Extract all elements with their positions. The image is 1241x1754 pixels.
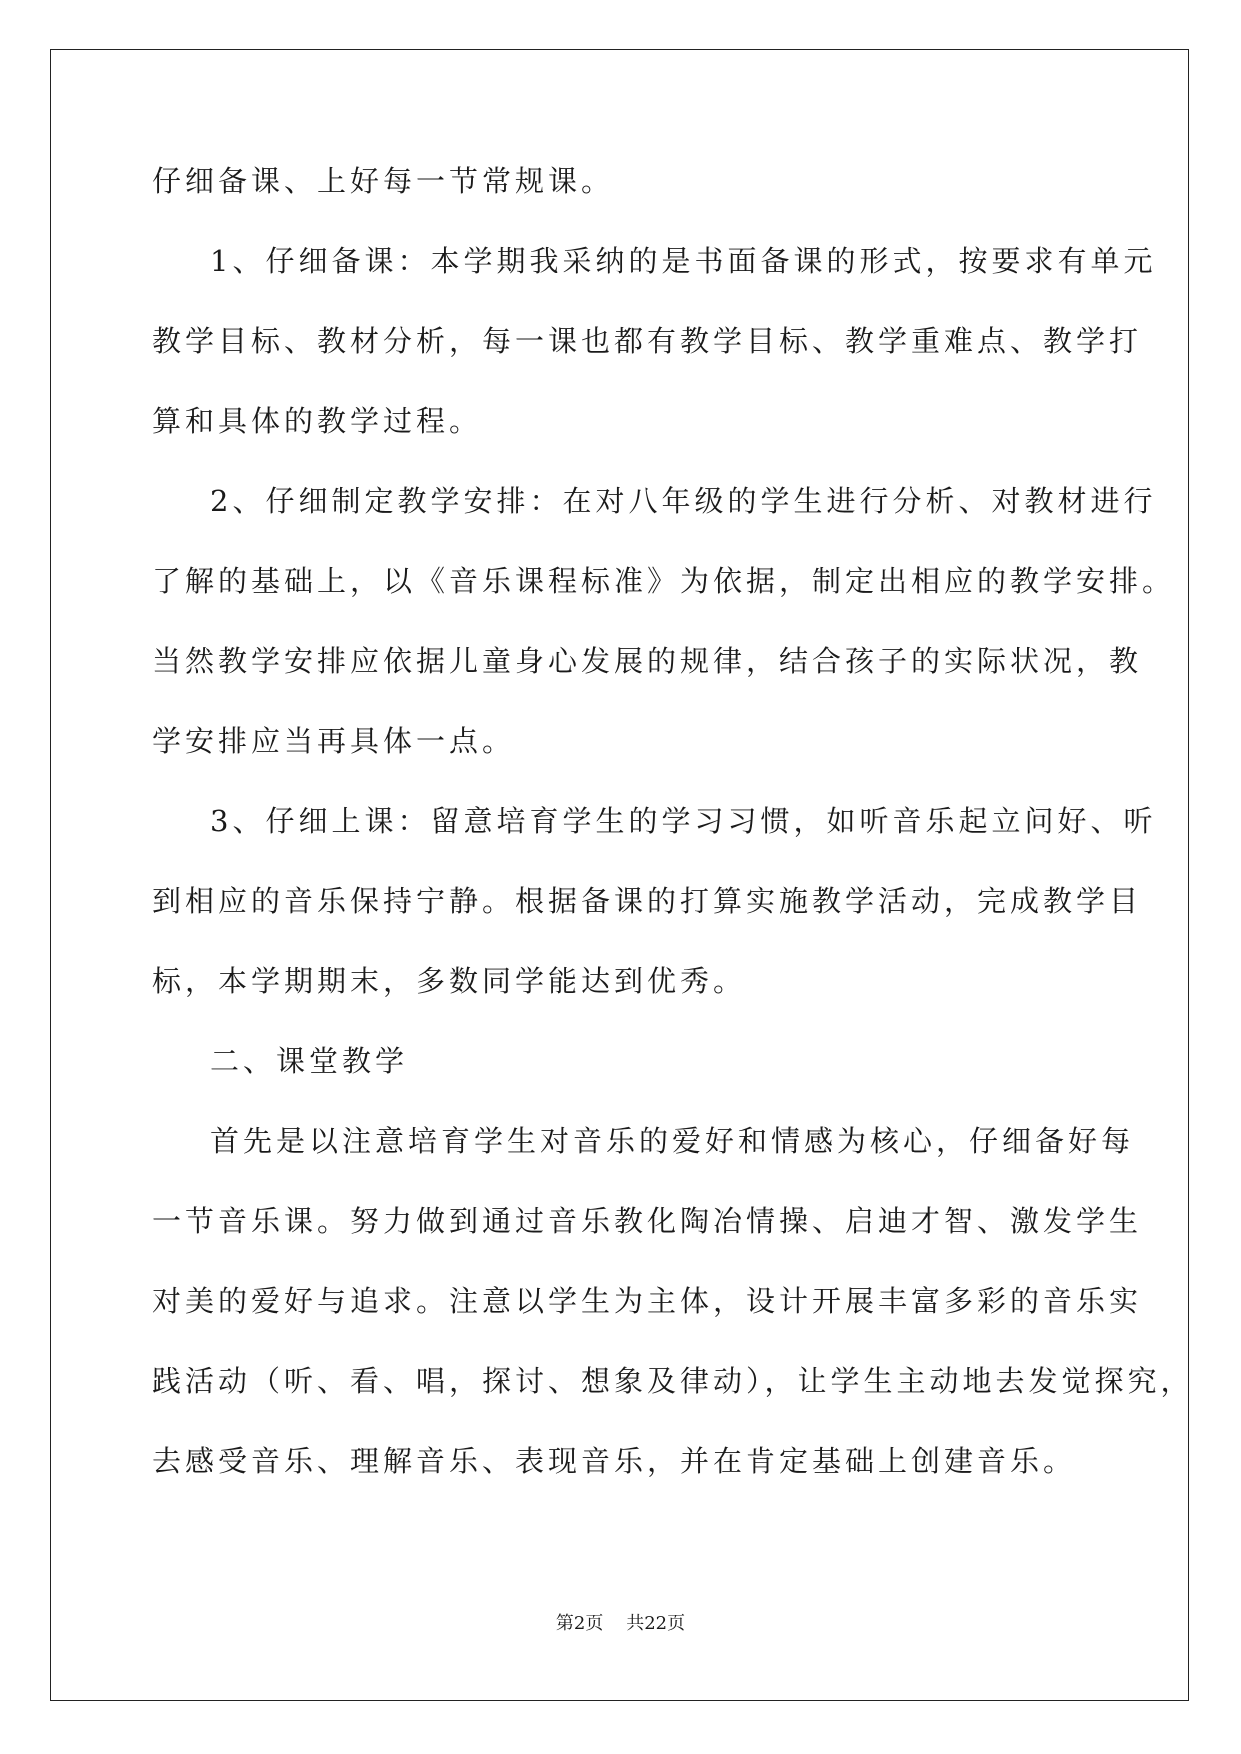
text-line: 教学目标、教材分析，每一课也都有教学目标、教学重难点、教学打 [152, 324, 1143, 358]
text-line: 一节音乐课。努力做到通过音乐教化陶冶情操、启迪才智、激发学生 [152, 1204, 1143, 1238]
text-line: 当然教学安排应依据儿童身心发展的规律，结合孩子的实际状况，教 [152, 644, 1143, 678]
text-line: 首先是以注意培育学生对音乐的爱好和情感为核心，仔细备好每 [210, 1124, 1135, 1158]
text-line: 对美的爱好与追求。注意以学生为主体，设计开展丰富多彩的音乐实 [152, 1284, 1143, 1318]
text-line: 1、仔细备课：本学期我采纳的是书面备课的形式，按要求有单元 [210, 244, 1157, 278]
text-line: 去感受音乐、理解音乐、表现音乐，并在肯定基础上创建音乐。 [152, 1444, 1077, 1478]
text-line: 算和具体的教学过程。 [152, 404, 483, 438]
page-footer [0, 1613, 1241, 1635]
section-heading: 二、课堂教学 [210, 1044, 409, 1078]
text-line: 到相应的音乐保持宁静。根据备课的打算实施教学活动，完成教学目 [152, 884, 1143, 918]
text-line: 了解的基础上，以《音乐课程标准》为依据，制定出相应的教学安排。 [152, 564, 1176, 598]
text-line: 2、仔细制定教学安排：在对八年级的学生进行分析、对教材进行 [210, 484, 1157, 518]
page-total: 共22页 [626, 1613, 686, 1634]
text-line: 学安排应当再具体一点。 [152, 724, 516, 758]
text-line: 标，本学期期末，多数同学能达到优秀。 [152, 964, 747, 998]
text-line: 3、仔细上课：留意培育学生的学习习惯，如听音乐起立问好、听 [210, 804, 1157, 838]
page-number: 第2页 [555, 1613, 604, 1634]
text-line: 仔细备课、上好每一节常规课。 [152, 164, 615, 198]
text-line: 践活动（听、看、唱，探讨、想象及律动），让学生主动地去发觉探究， [152, 1364, 1194, 1398]
